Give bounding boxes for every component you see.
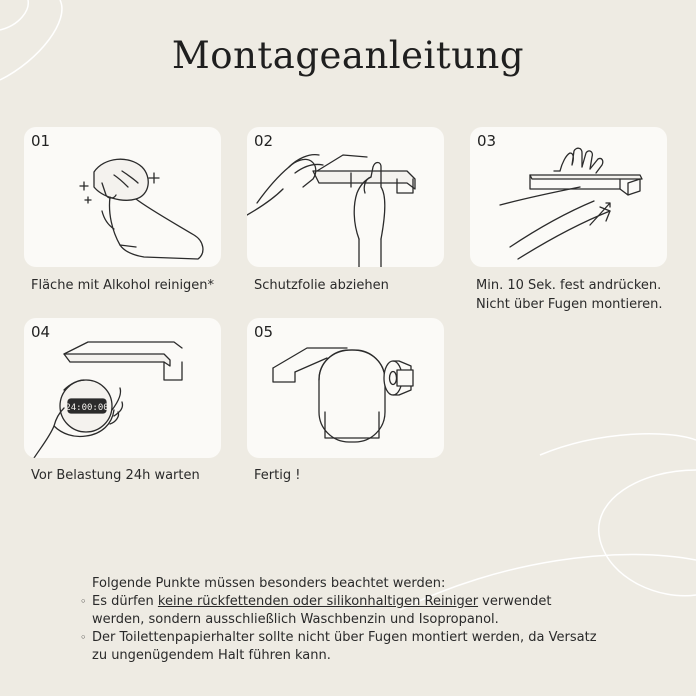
underlined-warning: keine rückfettenden oder silikonhaltigen Reiniger	[157, 594, 479, 609]
notes-heading: Folgende Punkte müssen besonders beachtet werden:	[92, 576, 446, 591]
step-card-02	[247, 127, 444, 267]
step-number: 04	[31, 323, 51, 341]
step-caption-01: Fläche mit Alkohol reinigen*	[31, 278, 215, 293]
timer-hand-icon	[24, 318, 221, 458]
step-caption-05: Fertig !	[254, 468, 301, 483]
page-title: Montageanleitung	[171, 34, 525, 77]
notes-section	[80, 575, 660, 665]
timer-display: 24:00:00	[65, 403, 109, 413]
step-card-04	[24, 318, 221, 458]
step-caption-03: Min. 10 Sek. fest andrücken. Nicht über Fugen montieren.	[476, 278, 663, 312]
bullet-icon: ◦	[80, 595, 87, 608]
bullet-icon: ◦	[80, 631, 87, 644]
step-number: 05	[254, 323, 274, 341]
step-number: 03	[477, 132, 497, 150]
notes-item-joints: ◦ Der Toilettenpapierhalter sollte nicht über Fugen montiert werden, da Versatz zu ungenügendem Halt führen kann.	[80, 630, 597, 663]
notes-list	[80, 593, 660, 665]
step-card-03	[470, 127, 667, 267]
step-card-05	[247, 318, 444, 458]
step-caption-04: Vor Belastung 24h warten	[31, 468, 200, 483]
step-caption-02: Schutzfolie abziehen	[254, 278, 389, 293]
cleaning-hand-icon	[24, 127, 221, 267]
step-number: 02	[254, 132, 274, 150]
step-card-01	[24, 127, 221, 267]
toilet-roll-holder-icon	[247, 318, 444, 458]
press-holder-icon	[470, 127, 667, 267]
peel-film-icon	[247, 127, 444, 267]
step-number: 01	[31, 132, 51, 150]
notes-item-cleaners: ◦ Es dürfen keine rückfettenden oder silikonhaltigen Reiniger verwendet werden, sondern ausschließlich Waschbenzin und Isopropanol.	[80, 594, 552, 627]
